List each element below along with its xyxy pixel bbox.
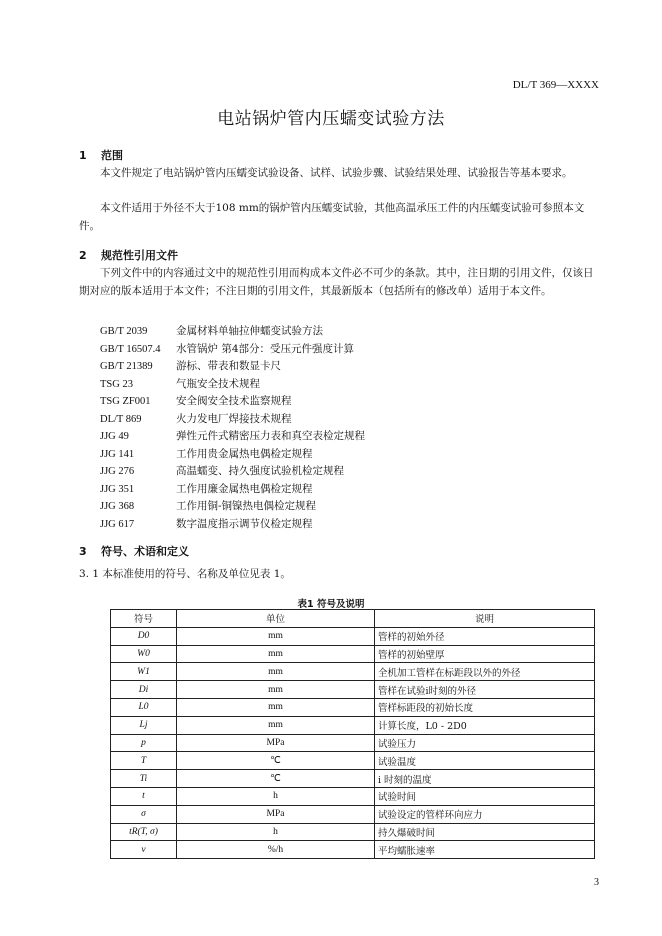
header-unit: 单位 xyxy=(177,610,375,628)
cell-description: i 时刻的温度 xyxy=(375,770,595,788)
cell-symbol: T xyxy=(111,752,177,770)
cell-symbol: L0 xyxy=(111,698,177,716)
cell-symbol: Lj xyxy=(111,716,177,734)
cell-description: 试验温度 xyxy=(375,752,595,770)
section-2-intro: 下列文件中的内容通过文中的规范性引用而构成本文件必不可少的条款。其中，注日期的引用文件，仅该日期对应的版本适用于本文件；不注日期的引用文件，其最新版本（包括所有的修改单）适用于本文件。 xyxy=(79,267,594,297)
reference-title: 工作用贵金属热电偶检定规程 xyxy=(176,447,313,460)
table-row xyxy=(111,823,595,841)
reference-code: DL/T 869 xyxy=(100,413,142,425)
cell-unit: %/h xyxy=(177,841,375,859)
reference-title: 火力发电厂焊接技术规程 xyxy=(176,412,292,425)
table-row xyxy=(111,716,595,734)
reference-title: 金属材料单轴拉伸蠕变试验方法 xyxy=(176,325,323,337)
cell-description: 平均蠕胀速率 xyxy=(375,841,595,859)
table-row xyxy=(111,787,595,805)
table-row xyxy=(111,645,595,663)
reference-item xyxy=(100,323,580,341)
cell-symbol: p xyxy=(111,734,177,752)
reference-code: GB/T 21389 xyxy=(100,361,153,372)
cell-unit: mm xyxy=(177,716,375,734)
cell-symbol: tR(T, σ) xyxy=(111,823,177,841)
reference-title: 气瓶安全技术规程 xyxy=(176,377,260,390)
cell-description: 管样的初始壁厚 xyxy=(375,645,595,663)
reference-item xyxy=(100,393,580,411)
cell-description: 试验压力 xyxy=(375,734,595,752)
cell-unit: mm xyxy=(177,698,375,716)
cell-symbol: σ xyxy=(111,805,177,823)
table-row xyxy=(111,681,595,699)
section-number: 3 xyxy=(79,545,87,558)
cell-symbol: t xyxy=(111,787,177,805)
cell-symbol: W0 xyxy=(111,645,177,663)
table-row xyxy=(111,663,595,681)
cell-unit: mm xyxy=(177,681,375,699)
cell-description: 持久爆破时间 xyxy=(375,823,595,841)
reference-item xyxy=(100,376,580,394)
cell-unit: ℃ xyxy=(177,770,375,788)
cell-unit: ℃ xyxy=(177,752,375,770)
reference-item xyxy=(100,516,580,534)
cell-symbol: v xyxy=(111,841,177,859)
cell-description: 全机加工管样在标距段以外的外径 xyxy=(375,663,595,681)
reference-code: JJG 368 xyxy=(100,501,135,512)
reference-title: 弹性元件式精密压力表和真空表检定规程 xyxy=(176,430,365,442)
reference-list xyxy=(100,323,580,533)
table-caption: 表1 符号及说明 xyxy=(297,599,365,610)
section-1-paragraph-2: 本文件适用于外径不大于108 mm的锅炉管内压蠕变试验，其他高温承压工件的内压蠕变试验可参照本文件。 xyxy=(79,202,585,232)
cell-symbol: Ti xyxy=(111,770,177,788)
cell-symbol: Di xyxy=(111,681,177,699)
reference-title: 数字温度指示调节仪检定规程 xyxy=(176,517,313,530)
section-title: 符号、术语和定义 xyxy=(101,545,189,558)
table-row xyxy=(111,805,595,823)
section-1-heading xyxy=(79,147,123,163)
cell-description: 试验设定的管样环向应力 xyxy=(375,805,595,823)
cell-description: 管样标距段的初始长度 xyxy=(375,698,595,716)
document-code: DL/T 369—XXXX xyxy=(512,79,599,91)
reference-title: 工作用廉金属热电偶检定规程 xyxy=(176,482,313,495)
reference-code: JJG 49 xyxy=(100,431,129,442)
header-description: 说明 xyxy=(375,610,595,628)
cell-unit: h xyxy=(177,787,375,805)
table-header-row xyxy=(111,610,595,628)
reference-title: 高温蠕变、持久强度试验机检定规程 xyxy=(176,465,344,477)
section-1-paragraph-1: 本文件规定了电站锅炉管内压蠕变试验设备、试样、试验步骤、试验结果处理、试验报告等基本要求。 xyxy=(100,167,573,179)
reference-code: JJG 141 xyxy=(100,448,135,460)
reference-code: JJG 276 xyxy=(100,466,135,477)
symbols-table xyxy=(110,609,595,859)
reference-item xyxy=(100,498,580,516)
cell-unit: MPa xyxy=(177,805,375,823)
section-2-heading xyxy=(79,247,178,263)
reference-title: 工作用铜-铜镍热电偶检定规程 xyxy=(176,500,317,512)
cell-description: 管样在试验i时刻的外径 xyxy=(375,681,595,699)
cell-unit: mm xyxy=(177,627,375,645)
section-title: 范围 xyxy=(101,149,123,162)
cell-symbol: D0 xyxy=(111,627,177,645)
reference-code: GB/T 2039 xyxy=(100,326,148,337)
table-row xyxy=(111,734,595,752)
section-3-heading xyxy=(79,543,189,559)
table-row xyxy=(111,698,595,716)
section-number: 2 xyxy=(79,249,87,262)
table-row xyxy=(111,752,595,770)
cell-unit: h xyxy=(177,823,375,841)
cell-unit: MPa xyxy=(177,734,375,752)
reference-item xyxy=(100,411,580,429)
reference-code: TSG 23 xyxy=(100,378,133,390)
reference-title: 游标、带表和数显卡尺 xyxy=(176,360,281,372)
header-symbol: 符号 xyxy=(111,610,177,628)
cell-description: 管样的初始外径 xyxy=(375,627,595,645)
clause-3-1: 3. 1 本标准使用的符号、名称及单位见表 1。 xyxy=(79,568,291,580)
reference-item xyxy=(100,341,580,359)
cell-unit: mm xyxy=(177,645,375,663)
reference-title: 水管锅炉 第4部分：受压元件强度计算 xyxy=(176,342,355,355)
reference-code: TSG ZF001 xyxy=(100,396,151,407)
cell-description: 试验时间 xyxy=(375,787,595,805)
reference-code: JJG 351 xyxy=(100,483,135,495)
page-number: 3 xyxy=(594,877,599,888)
reference-code: GB/T 16507.4 xyxy=(100,343,161,355)
table-row xyxy=(111,770,595,788)
cell-unit: mm xyxy=(177,663,375,681)
reference-title: 安全阀安全技术监察规程 xyxy=(176,395,292,407)
reference-item xyxy=(100,358,580,376)
page-title: 电站锅炉管内压蠕变试验方法 xyxy=(217,109,445,129)
cell-description: 计算长度，L0 - 2D0 xyxy=(375,716,595,734)
reference-code: JJG 617 xyxy=(100,518,135,530)
table-row xyxy=(111,627,595,645)
reference-item xyxy=(100,446,580,464)
cell-symbol: W1 xyxy=(111,663,177,681)
reference-item xyxy=(100,463,580,481)
reference-item xyxy=(100,428,580,446)
section-number: 1 xyxy=(79,149,87,162)
reference-item xyxy=(100,481,580,499)
table-row xyxy=(111,841,595,859)
section-title: 规范性引用文件 xyxy=(101,249,178,262)
